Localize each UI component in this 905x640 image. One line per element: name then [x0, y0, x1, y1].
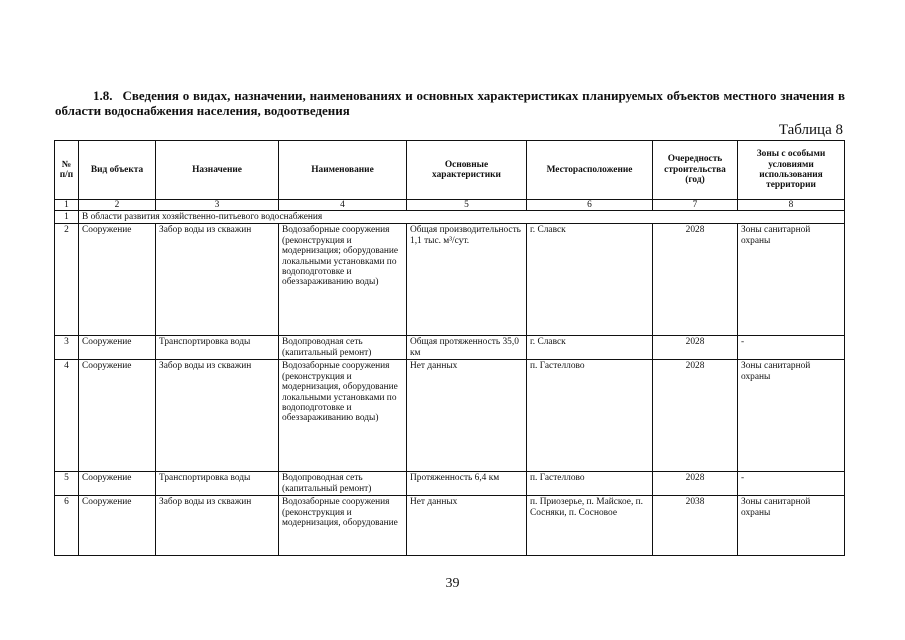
cell-purpose: Забор воды из скважин — [156, 360, 279, 472]
cell-purpose: Забор воды из скважин — [156, 496, 279, 556]
section-heading — [55, 88, 845, 118]
table-row — [55, 496, 845, 556]
cell-characteristics: Нет данных — [407, 360, 527, 472]
cell-zones: Зоны санитарной охраны — [738, 496, 845, 556]
table-row — [55, 224, 845, 336]
column-number: 4 — [279, 200, 407, 211]
header-type: Вид объекта — [79, 141, 156, 200]
cell-num: 2 — [55, 224, 79, 336]
column-number: 7 — [653, 200, 738, 211]
cell-zones: Зоны санитарной охраны — [738, 224, 845, 336]
cell-num: 4 — [55, 360, 79, 472]
page-number: 39 — [445, 576, 460, 591]
header-location: Месторасположение — [527, 141, 653, 200]
cell-year: 2028 — [653, 472, 738, 496]
column-number: 6 — [527, 200, 653, 211]
table-row — [55, 360, 845, 472]
cell-location: п. Гастеллово — [527, 472, 653, 496]
cell-characteristics: Нет данных — [407, 496, 527, 556]
cell-characteristics: Общая протяженность 35,0 км — [407, 336, 527, 360]
header-row — [55, 141, 845, 200]
cell-location: п. Гастеллово — [527, 360, 653, 472]
table-row — [55, 472, 845, 496]
cell-purpose: Транспортировка воды — [156, 472, 279, 496]
section-row — [55, 211, 845, 224]
cell-num: 3 — [55, 336, 79, 360]
cell-purpose: Забор воды из скважин — [156, 224, 279, 336]
header-name: Наименование — [279, 141, 407, 200]
cell-type: Сооружение — [79, 336, 156, 360]
cell-num: 5 — [55, 472, 79, 496]
cell-name: Водозаборные сооружения (реконструкция и модернизация, оборудование — [279, 496, 407, 556]
section-text: В области развития хозяйственно-питьевого водоснабжения — [79, 211, 845, 224]
header-zones: Зоны с особыми условиями использования территории — [738, 141, 845, 200]
cell-year: 2028 — [653, 224, 738, 336]
section-title: Сведения о видах, назначении, наименованиях и основных характеристиках планируемых объектов местного значения в области водоснабжения населения, водоотведения — [55, 88, 845, 118]
table-label: Таблица 8 — [778, 122, 843, 138]
header-characteristics: Основные характеристики — [407, 141, 527, 200]
column-number: 1 — [55, 200, 79, 211]
cell-name: Водозаборные сооружения (реконструкция и модернизация, оборудование локальными установками по водоподготовке и обеззараживанию воды) — [279, 360, 407, 472]
column-number: 5 — [407, 200, 527, 211]
header-num: № п/п — [55, 141, 79, 200]
cell-characteristics: Общая производительность 1,1 тыс. м³/сут. — [407, 224, 527, 336]
header-year: Очередность строительства (год) — [653, 141, 738, 200]
cell-name: Водопроводная сеть (капитальный ремонт) — [279, 472, 407, 496]
table-row — [55, 336, 845, 360]
cell-zones: Зоны санитарной охраны — [738, 360, 845, 472]
objects-table — [54, 140, 845, 556]
cell-purpose: Транспортировка воды — [156, 336, 279, 360]
cell-year: 2028 — [653, 336, 738, 360]
cell-name: Водопроводная сеть (капитальный ремонт) — [279, 336, 407, 360]
column-number: 2 — [79, 200, 156, 211]
cell-type: Сооружение — [79, 360, 156, 472]
cell-year: 2028 — [653, 360, 738, 472]
cell-year: 2038 — [653, 496, 738, 556]
cell-location: п. Приозерье, п. Майское, п. Сосняки, п. Сосновое — [527, 496, 653, 556]
column-number: 8 — [738, 200, 845, 211]
cell-zones: - — [738, 472, 845, 496]
header-purpose: Назначение — [156, 141, 279, 200]
cell-type: Сооружение — [79, 472, 156, 496]
section-number: 1.8. — [93, 88, 113, 103]
column-number: 3 — [156, 200, 279, 211]
cell-location: г. Славск — [527, 336, 653, 360]
cell-zones: - — [738, 336, 845, 360]
cell-type: Сооружение — [79, 224, 156, 336]
column-number-row — [55, 200, 845, 211]
section-num: 1 — [55, 211, 79, 224]
cell-name: Водозаборные сооружения (реконструкция и модернизация; оборудование локальными установками по водоподготовке и обеззараживанию воды) — [279, 224, 407, 336]
cell-num: 6 — [55, 496, 79, 556]
cell-type: Сооружение — [79, 496, 156, 556]
cell-location: г. Славск — [527, 224, 653, 336]
cell-characteristics: Протяженность 6,4 км — [407, 472, 527, 496]
